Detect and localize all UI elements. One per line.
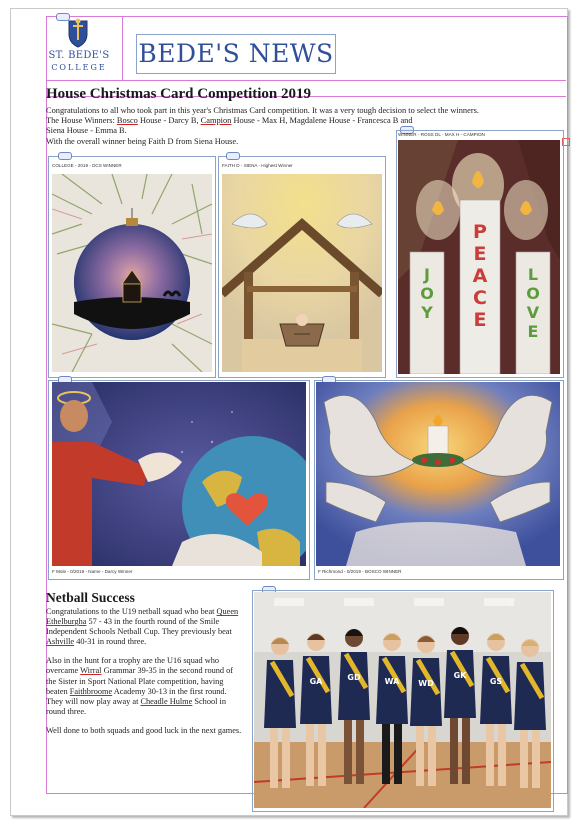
- christmas-heading: House Christmas Card Competition 2019: [46, 86, 311, 102]
- netball-paragraph-2: Also in the hunt for a trophy are the U16 squad who overcame Wirral Grammar 39-35 in the second round of the Sister in Sport National Plate competition, having beaten Faithbroome Academy 30-13 in the first round. They will now play away at Cheadle Hulme School in round three.: [46, 656, 234, 716]
- ornament-card-image: [52, 174, 212, 372]
- frame-tag: [58, 152, 72, 160]
- card-ornament: [52, 174, 212, 372]
- candle-word-love: L O V E: [526, 265, 540, 341]
- house-winners-line: The House Winners: Bosco House - Darcy B, Campion House - Max H, Magdalene House - Francesca B and: [46, 116, 413, 126]
- netball-text: [46, 607, 244, 736]
- crest-icon: [66, 18, 90, 48]
- card-caption-5: F Richmond - 0/2019 - BOSCO WINNER: [318, 569, 402, 574]
- bib-label: GK: [453, 671, 467, 680]
- doves-card-image: [316, 382, 560, 566]
- candle-word-joy: J O Y: [420, 265, 434, 322]
- netball-team-photo: [254, 592, 551, 808]
- bib-label: GD: [347, 673, 361, 682]
- college-logo: [36, 16, 122, 80]
- bib-label: GS: [489, 677, 503, 686]
- card-caption-2: FAITH D - SIENA - Highest Winner: [222, 163, 293, 168]
- card-angel: [52, 382, 306, 566]
- card-doves: [316, 382, 560, 566]
- bib-label: WA: [384, 677, 400, 686]
- team-photo-image: [254, 592, 551, 808]
- card-candles: [398, 140, 560, 374]
- card-stable: [222, 174, 382, 372]
- bib-label: GA: [309, 677, 323, 686]
- bib-label: WD: [418, 679, 434, 688]
- frame-tag: [226, 152, 240, 160]
- masthead-title: BEDE'S NEWS: [136, 34, 336, 74]
- card-caption-1: COLLEGE - 2019 - DCS WINNER: [52, 163, 122, 168]
- column-guide-3: [122, 16, 123, 80]
- netball-paragraph-3: Well done to both squads and good luck in the next games.: [46, 725, 242, 735]
- candles-card-image: [398, 140, 560, 374]
- angel-card-image: [52, 382, 306, 566]
- netball-heading: Netball Success: [46, 590, 135, 605]
- siena-winner: Siena House - Emma B.: [46, 126, 127, 136]
- candle-word-peace: P E A C E: [472, 221, 488, 331]
- overall-winner: With the overall winner being Faith D from Siena House.: [46, 136, 239, 146]
- card-caption-3: WINNER - ROSS DL - MAX H - CAMPION: [398, 132, 485, 137]
- column-guide: [46, 80, 566, 81]
- stable-card-image: [222, 174, 382, 372]
- card-caption-4: F Mole - 0/2019 - Name - Darcy Winner: [52, 569, 133, 574]
- christmas-intro: Congratulations to all who took part in this year's Christmas Card competition. It was a very tough decision to select the winners.: [46, 106, 479, 115]
- logo-subtitle: COLLEGE: [51, 63, 107, 72]
- netball-paragraph-1: Congratulations to the U19 netball squad who beat Queen Ethelburgha 57 - 43 in the fourth round of the Smile Independent Schools Netball Cup. They previously beat Ashville 40-31 in round three.: [46, 607, 239, 647]
- logo-name: ST. BEDE'S: [48, 50, 110, 61]
- frame-tag: [56, 13, 70, 21]
